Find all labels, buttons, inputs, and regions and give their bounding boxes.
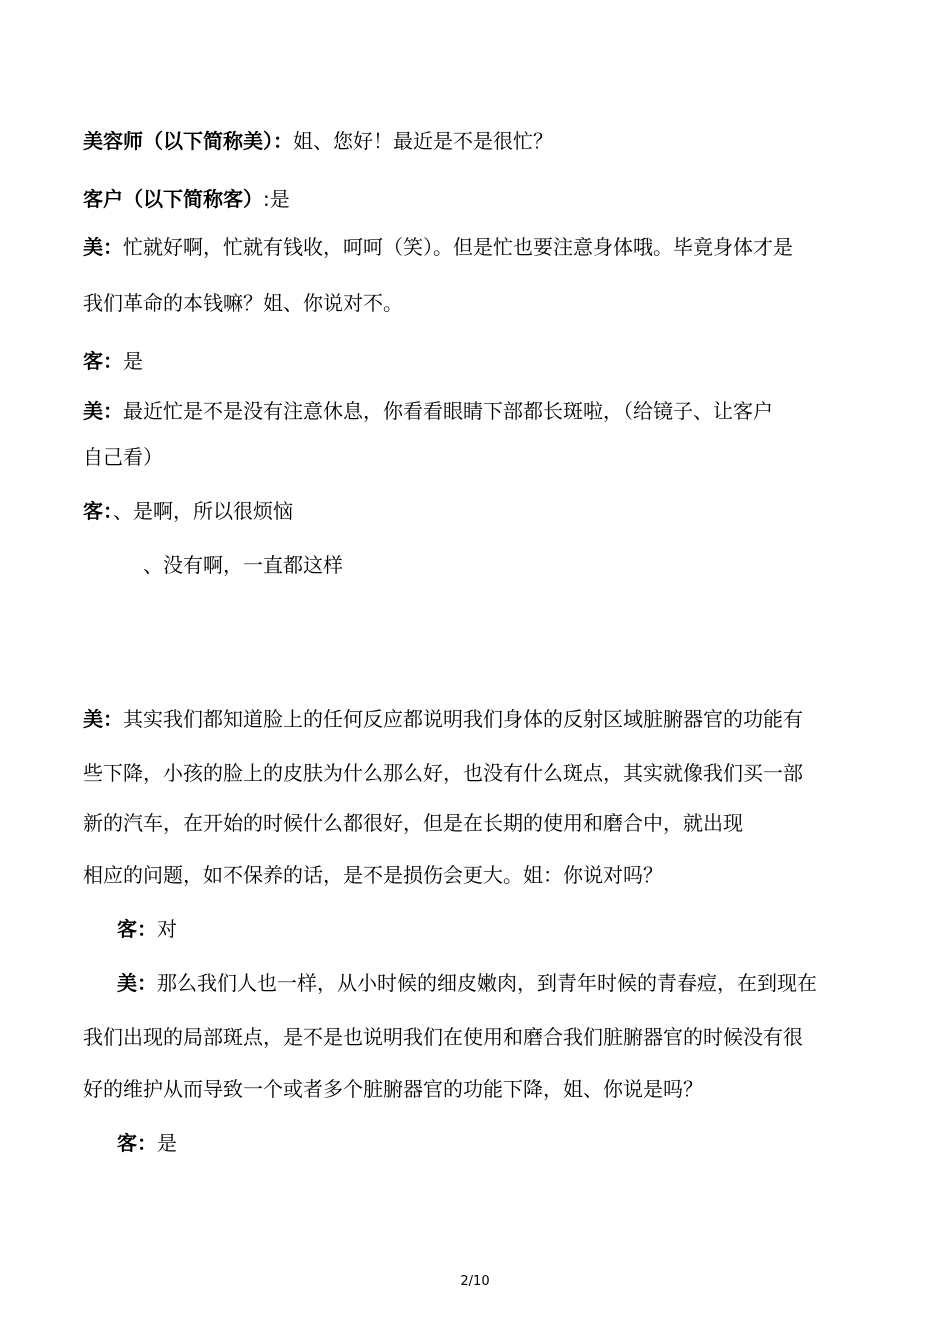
speaker-label: 客：: [83, 499, 113, 523]
dialogue-text: 新的汽车，在开始的时候什么都很好，但是在长期的使用和磨合中，就出现: [83, 811, 743, 835]
dialogue-line-17: [83, 1076, 703, 1102]
dialogue-text: 忙就好啊，忙就有钱收，呵呵（笑）。但是忙也要注意身体哦。毕竟身体才是: [123, 235, 793, 259]
speaker-label: 美：: [117, 971, 157, 995]
dialogue-text: 姐、您好！最近是不是很忙？: [293, 129, 553, 153]
speaker-label: 美：: [83, 399, 123, 423]
dialogue-text: 最近忙是不是没有注意休息，你看看眼睛下部都长斑啦，（给镜子、让客户: [123, 399, 773, 423]
dialogue-text: 对: [157, 917, 177, 941]
dialogue-line-3: [83, 234, 793, 260]
speaker-label: 美：: [83, 707, 123, 731]
dialogue-line-13: [83, 862, 663, 888]
dialogue-text: :是: [263, 187, 290, 211]
dialogue-text: 是: [157, 1131, 177, 1155]
dialogue-line-1: [83, 128, 553, 154]
dialogue-line-14: [117, 916, 177, 942]
dialogue-text: 些下降，小孩的脸上的皮肤为什么那么好，也没有什么斑点，其实就像我们买一部: [83, 761, 803, 785]
dialogue-text: 相应的问题，如不保养的话，是不是损伤会更大。姐：你说对吗？: [83, 863, 663, 887]
dialogue-text: 、没有啊，一直都这样: [143, 553, 343, 577]
dialogue-line-12: [83, 810, 743, 836]
dialogue-line-4: [83, 290, 403, 316]
speaker-label: 客：: [83, 349, 123, 373]
speaker-label: 客户（以下简称客）: [83, 187, 263, 211]
dialogue-text: 其实我们都知道脸上的任何反应都说明我们身体的反射区域脏腑器官的功能有: [123, 707, 803, 731]
dialogue-line-6: [83, 398, 773, 424]
dialogue-text: 好的维护从而导致一个或者多个脏腑器官的功能下降，姐、你说是吗？: [83, 1077, 703, 1101]
speaker-label: 客：: [117, 1131, 157, 1155]
speaker-label: 美：: [83, 235, 123, 259]
dialogue-line-10: [83, 706, 803, 732]
dialogue-text: 我们出现的局部斑点，是不是也说明我们在使用和磨合我们脏腑器官的时候没有很: [83, 1025, 803, 1049]
dialogue-line-15: [117, 970, 817, 996]
dialogue-line-5: [83, 348, 143, 374]
dialogue-text: 、是啊，所以很烦恼: [113, 499, 293, 523]
dialogue-text: 那么我们人也一样，从小时候的细皮嫩肉，到青年时候的青春痘，在到现在: [157, 971, 817, 995]
dialogue-line-9: [143, 552, 343, 578]
dialogue-text: 自己看）: [83, 445, 163, 469]
speaker-label: 美容师（以下简称美）：: [83, 129, 293, 153]
dialogue-line-2: [83, 186, 290, 212]
dialogue-text: 我们革命的本钱嘛？姐、你说对不。: [83, 291, 403, 315]
dialogue-line-8: [83, 498, 293, 524]
dialogue-text: 是: [123, 349, 143, 373]
speaker-label: 客：: [117, 917, 157, 941]
dialogue-line-18: [117, 1130, 177, 1156]
dialogue-line-7: [83, 444, 163, 470]
dialogue-line-16: [83, 1024, 803, 1050]
dialogue-line-11: [83, 760, 803, 786]
page-number: 2/10: [460, 1274, 490, 1289]
